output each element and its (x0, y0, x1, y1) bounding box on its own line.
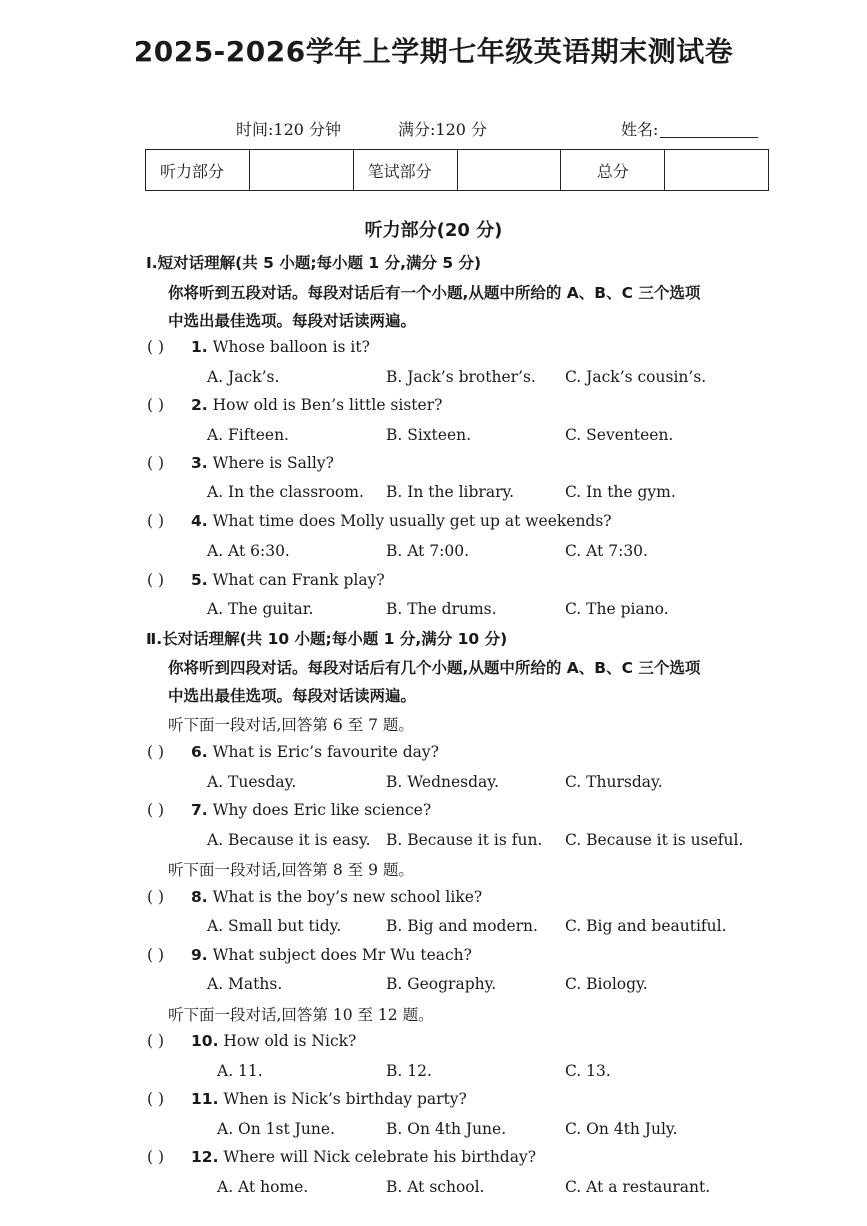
question-10 (147, 1032, 356, 1050)
option-a: A. Jack’s. (207, 368, 280, 386)
question-4 (147, 512, 612, 530)
answer-blank[interactable]: ( ) (147, 946, 165, 964)
question-number: 4. (191, 512, 208, 530)
option-a: A. 11. (217, 1062, 263, 1080)
question-5 (147, 571, 385, 589)
question-text: Where will Nick celebrate his birthday? (223, 1148, 537, 1166)
question-number: 2. (191, 396, 208, 414)
listening-section-title: 听力部分(20 分) (364, 220, 503, 241)
question-12 (147, 1148, 536, 1166)
answer-blank[interactable]: ( ) (147, 1032, 165, 1050)
score-cell-written-value[interactable] (457, 150, 561, 191)
option-a: A. Small but tidy. (207, 917, 342, 935)
exam-title: 2025-2026学年上学期七年级英语期末测试卷 (133, 35, 734, 68)
question-1 (147, 338, 370, 356)
option-b: B. At 7:00. (386, 542, 470, 560)
option-b: B. Geography. (386, 975, 497, 993)
answer-blank[interactable]: ( ) (147, 512, 165, 530)
option-a: A. The guitar. (207, 600, 314, 618)
question-number: 3. (191, 454, 208, 472)
score-cell-total-value[interactable] (665, 150, 769, 191)
answer-blank[interactable]: ( ) (147, 888, 165, 906)
question-text: How old is Nick? (223, 1032, 357, 1050)
option-c: C. At 7:30. (565, 542, 648, 560)
question-number: 5. (191, 571, 208, 589)
option-b: B. Big and modern. (386, 917, 538, 935)
score-table (145, 149, 769, 191)
option-c: C. At a restaurant. (565, 1178, 711, 1196)
option-c: C. Because it is useful. (565, 831, 744, 849)
option-b: B. Jack’s brother’s. (386, 368, 536, 386)
part2-subheading-q8-9: 听下面一段对话,回答第 8 至 9 题。 (168, 861, 414, 879)
option-c: C. 13. (565, 1062, 611, 1080)
option-c: C. The piano. (565, 600, 669, 618)
option-a: A. On 1st June. (217, 1120, 335, 1138)
question-7 (147, 801, 431, 819)
name-label: 姓名: (621, 120, 659, 139)
score-cell-listening-value[interactable] (249, 150, 353, 191)
answer-blank[interactable]: ( ) (147, 743, 165, 761)
exam-time: 时间:120 分钟 (236, 120, 342, 139)
question-text: What subject does Mr Wu teach? (212, 946, 472, 964)
question-3 (147, 454, 334, 472)
student-name-field[interactable] (621, 117, 758, 140)
question-text: Whose balloon is it? (212, 338, 370, 356)
answer-blank[interactable]: ( ) (147, 571, 165, 589)
option-b: B. Because it is fun. (386, 831, 543, 849)
option-a: A. Because it is easy. (207, 831, 371, 849)
answer-blank[interactable]: ( ) (147, 454, 165, 472)
question-number: 11. (191, 1090, 219, 1108)
part1-instruction-line2: 中选出最佳选项。每段对话读两遍。 (168, 312, 417, 330)
name-blank-line[interactable] (660, 121, 758, 138)
option-c: C. Biology. (565, 975, 648, 993)
question-number: 8. (191, 888, 208, 906)
score-cell-written-label: 笔试部分 (353, 150, 457, 191)
question-text: How old is Ben’s little sister? (212, 396, 443, 414)
answer-blank[interactable]: ( ) (147, 338, 165, 356)
option-a: A. Maths. (207, 975, 283, 993)
option-b: B. In the library. (386, 483, 515, 501)
option-b: B. On 4th June. (386, 1120, 507, 1138)
part2-subheading-q10-12: 听下面一段对话,回答第 10 至 12 题。 (168, 1006, 434, 1024)
question-text: What can Frank play? (212, 571, 385, 589)
answer-blank[interactable]: ( ) (147, 1148, 165, 1166)
question-text: What is Eric’s favourite day? (212, 743, 439, 761)
option-b: B. 12. (386, 1062, 432, 1080)
question-number: 6. (191, 743, 208, 761)
question-number: 12. (191, 1148, 219, 1166)
question-number: 1. (191, 338, 208, 356)
score-cell-total-label: 总分 (561, 150, 665, 191)
question-8 (147, 888, 482, 906)
option-c: C. Jack’s cousin’s. (565, 368, 707, 386)
option-c: C. Seventeen. (565, 426, 674, 444)
question-number: 7. (191, 801, 208, 819)
question-text: When is Nick’s birthday party? (223, 1090, 467, 1108)
answer-blank[interactable]: ( ) (147, 1090, 165, 1108)
question-number: 9. (191, 946, 208, 964)
part1-instruction-line1: 你将听到五段对话。每段对话后有一个小题,从题中所给的 A、B、C 三个选项 (168, 284, 701, 302)
question-2 (147, 396, 442, 414)
question-11 (147, 1090, 467, 1108)
option-b: B. Sixteen. (386, 426, 472, 444)
part1-heading: Ⅰ.短对话理解(共 5 小题;每小题 1 分,满分 5 分) (146, 254, 482, 272)
option-c: C. In the gym. (565, 483, 676, 501)
question-number: 10. (191, 1032, 219, 1050)
option-b: B. Wednesday. (386, 773, 499, 791)
question-9 (147, 946, 472, 964)
question-text: Why does Eric like science? (212, 801, 432, 819)
option-c: C. On 4th July. (565, 1120, 678, 1138)
option-a: A. Tuesday. (207, 773, 297, 791)
score-cell-listening-label: 听力部分 (146, 150, 250, 191)
question-6 (147, 743, 439, 761)
part2-heading: Ⅱ.长对话理解(共 10 小题;每小题 1 分,满分 10 分) (146, 630, 508, 648)
option-c: C. Big and beautiful. (565, 917, 727, 935)
option-c: C. Thursday. (565, 773, 663, 791)
option-a: A. Fifteen. (207, 426, 289, 444)
part2-instruction-line2: 中选出最佳选项。每段对话读两遍。 (168, 687, 417, 705)
option-a: A. In the classroom. (207, 483, 364, 501)
answer-blank[interactable]: ( ) (147, 801, 165, 819)
option-b: B. The drums. (386, 600, 497, 618)
question-text: Where is Sally? (212, 454, 334, 472)
answer-blank[interactable]: ( ) (147, 396, 165, 414)
part2-subheading-q6-7: 听下面一段对话,回答第 6 至 7 题。 (168, 716, 414, 734)
option-a: A. At home. (217, 1178, 309, 1196)
part2-instruction-line1: 你将听到四段对话。每段对话后有几个小题,从题中所给的 A、B、C 三个选项 (168, 659, 701, 677)
exam-full-score: 满分:120 分 (398, 120, 488, 139)
question-text: What time does Molly usually get up at weekends? (212, 512, 612, 530)
option-a: A. At 6:30. (207, 542, 290, 560)
option-b: B. At school. (386, 1178, 485, 1196)
question-text: What is the boy’s new school like? (212, 888, 483, 906)
